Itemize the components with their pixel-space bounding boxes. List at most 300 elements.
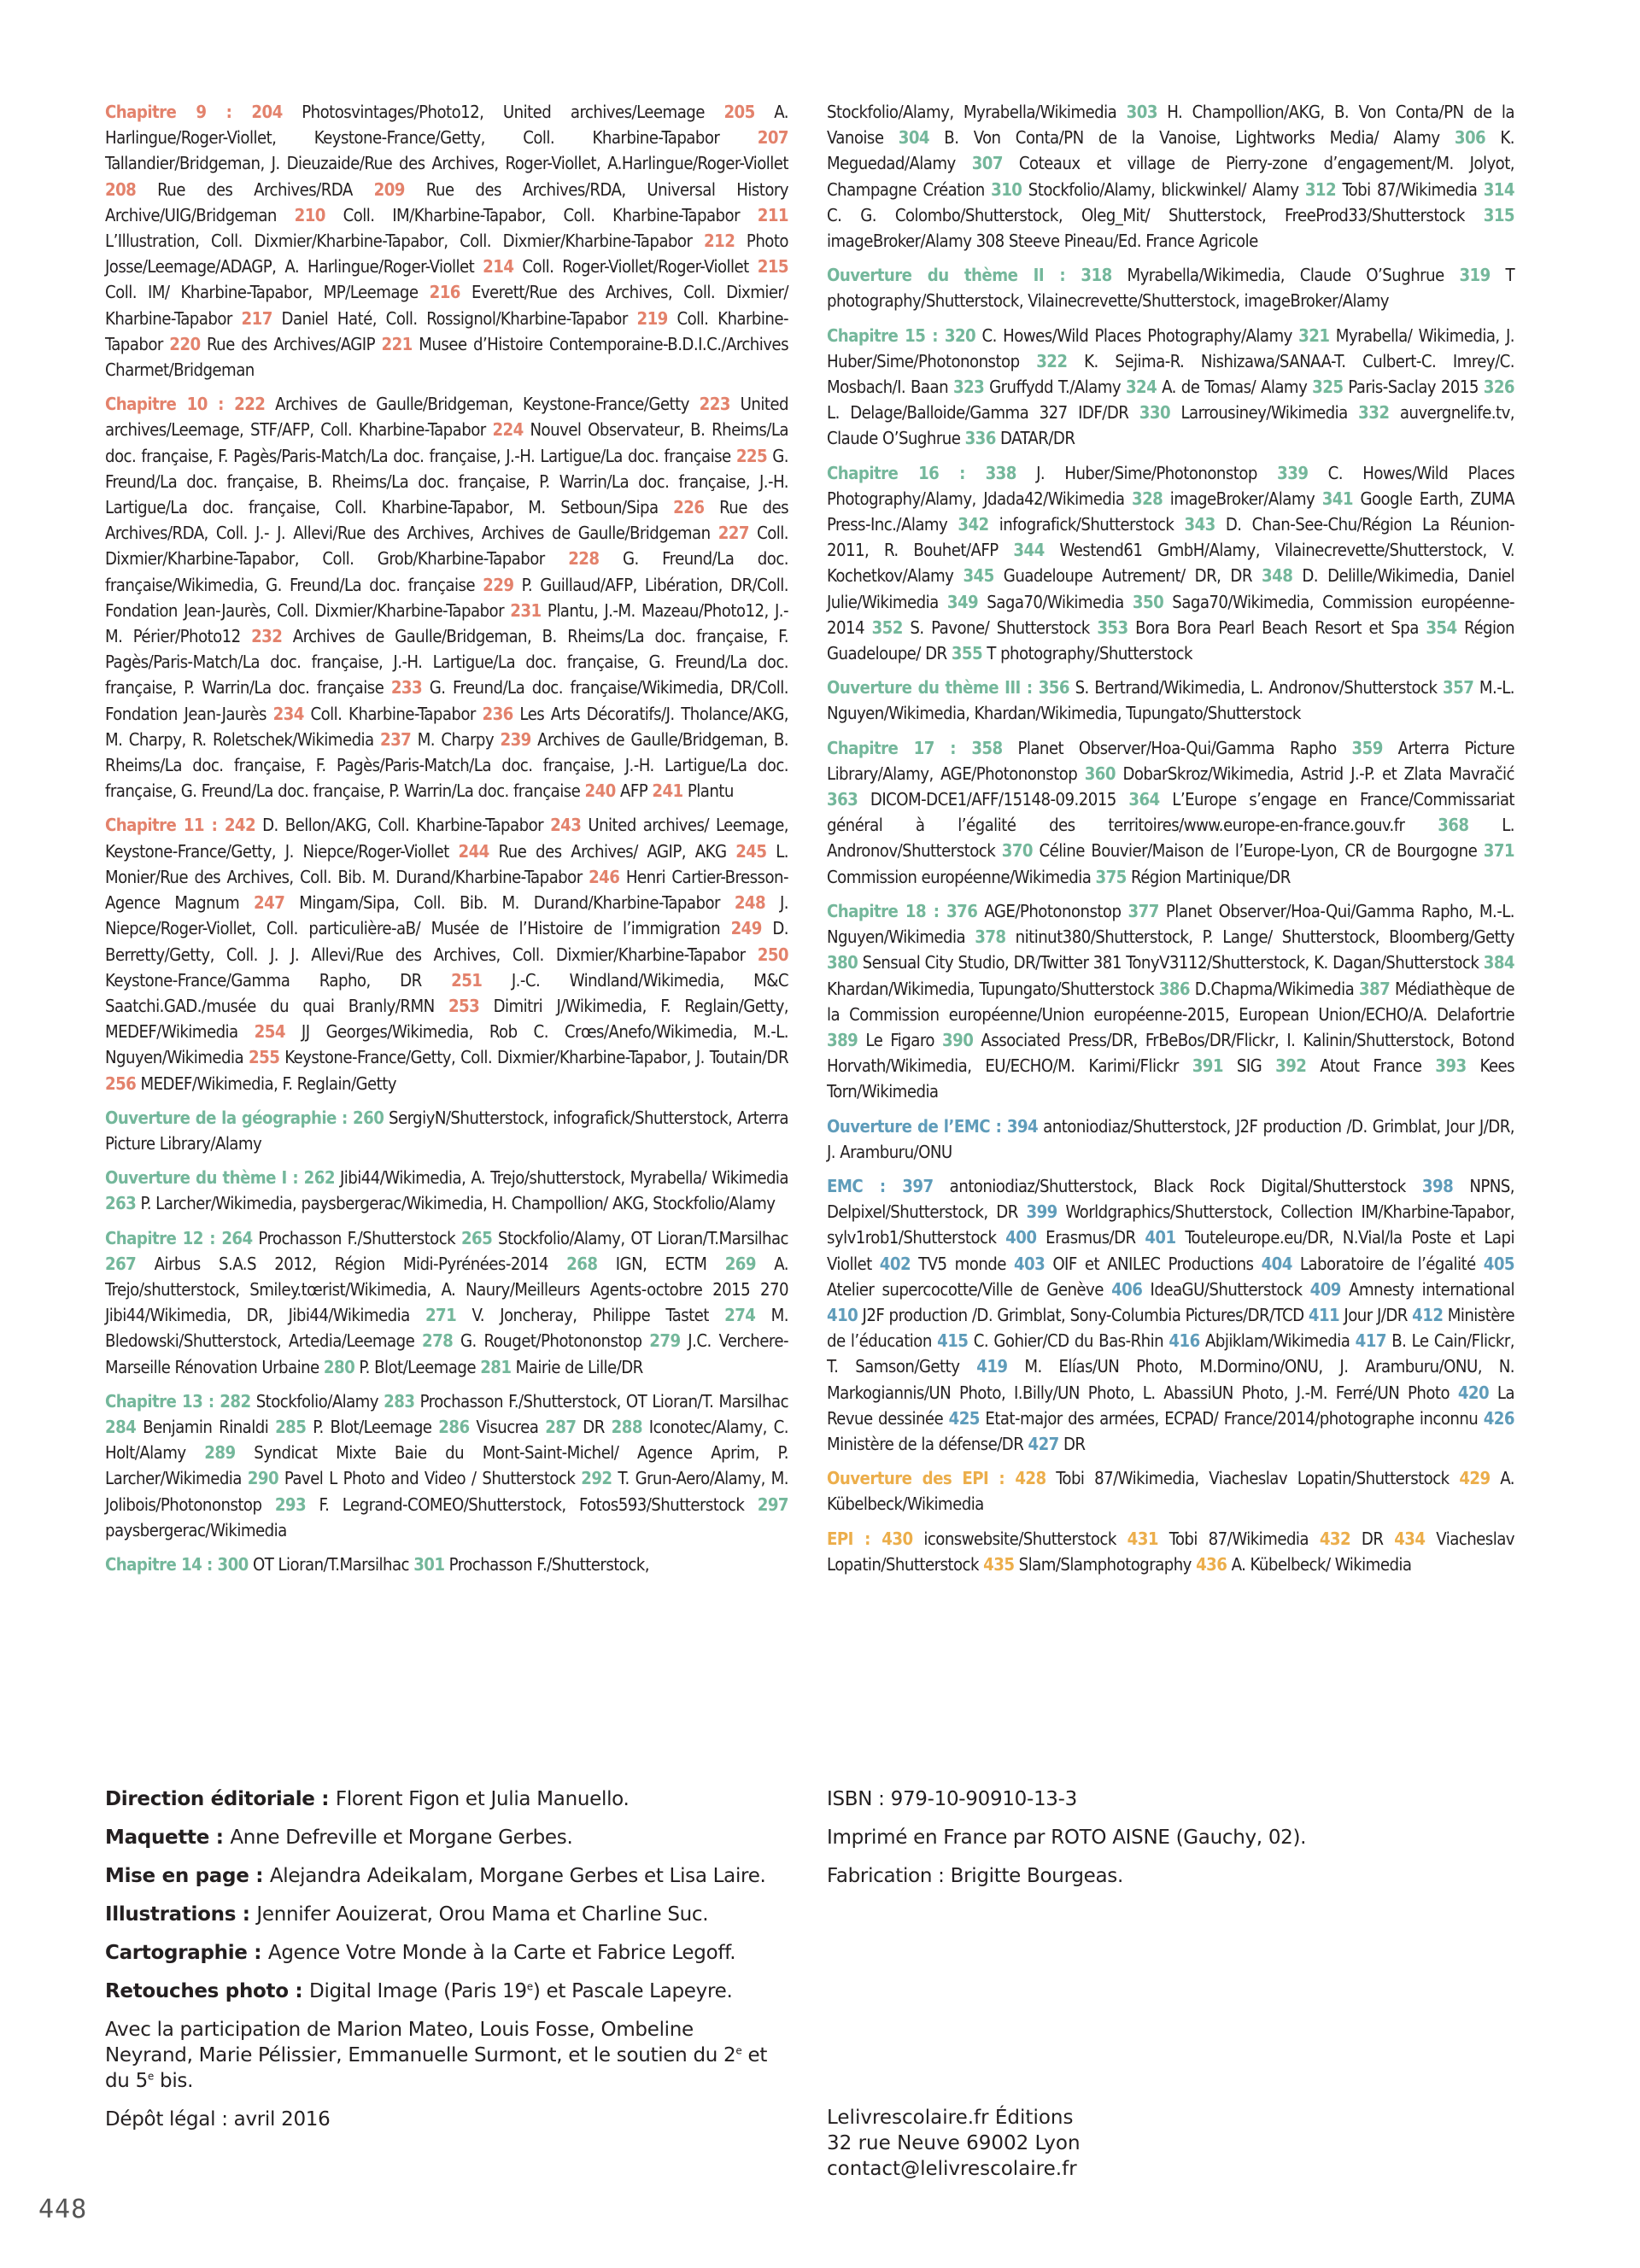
page-ref-number: 434 [1394,1528,1426,1549]
credit-text: Prochasson F./Shutterstock [252,1227,461,1248]
credit-text: Keystone-France/Getty, Coll. Dixmier/Kharbine-Tapabor, J. Toutain/DR [279,1047,789,1068]
credit-text: Le Figaro [858,1029,943,1050]
page-ref-number: 399 [1026,1201,1057,1223]
page-ref-number: 339 [1277,462,1309,483]
page-ref-number: 389 [827,1029,858,1050]
page-ref-number: 210 [294,204,325,225]
credit-text: Syndicat Mixte Baie du Mont-Saint-Michel/ Agence Aprim, P. Larcher/Wikimedia [105,1442,788,1489]
credit-text: Médiathèque de la Commission européenne/Union européenne-2015, European Union/ECHO/A. Delafortrie [827,978,1514,1025]
publisher-address [827,2105,1081,2182]
credit-text: OT Lioran/T.Marsilhac [248,1553,414,1575]
credit-text: antoniodiaz/Shutterstock, Black Rock Digital/Shutterstock [933,1175,1422,1196]
page-ref-number: 411 [1308,1304,1340,1325]
page-ref-number: 225 [735,445,768,466]
page-ref-number: 232 [251,626,283,647]
credit-text: J2F production /D. Grimblat, Sony-Columbia Pictures/DR/TCD [858,1304,1309,1325]
credit-text: OIF et ANILEC Productions [1045,1253,1262,1274]
credit-text: Touteleurope.eu/DR, N.Vial/la Poste et Lapi Viollet [827,1227,1514,1274]
page-ref-number: 426 [1483,1407,1514,1429]
page-ref-number: 224 [492,419,524,441]
page-ref-number: 233 [390,677,423,699]
credit-text: Larrousiney/Wikimedia [1170,402,1359,424]
credit-text: Rue des Archives/RDA, Coll. J.- J. Allevi/Rue des Archives, Archives de Gaulle/Bridgeman [105,497,788,544]
superscript: e [147,2070,155,2083]
page-ref-number: 355 [951,643,983,664]
credit-text: Etat-major des armées, ECPAD/ France/2014/photographe inconnu [979,1407,1484,1429]
credit-text: iconswebsite/Shutterstock [912,1528,1128,1549]
page-ref-number: 290 [247,1468,279,1489]
credit-text: J. Huber/Sime/Photononstop [1016,462,1278,483]
credit-illustrations [105,1902,780,1927]
credit-text: La Revue dessinée [827,1382,1515,1429]
page-ref-number: 250 [757,944,788,965]
page-ref-number: 211 [757,204,788,225]
participation-text: bis. [154,2070,194,2092]
credit-text: J. Niepce/Roger-Viollet, Coll. particulière-aB/ Musée de l’Histoire de l’immigration [105,892,788,939]
page-ref-number: 427 [1028,1433,1059,1454]
page-ref-number: 279 [649,1330,681,1352]
credit-entry [105,391,788,804]
section-heading: Ouverture de l’EMC : [827,1115,1007,1137]
credit-text: Sensual City Studio, DR/Twitter 381 TonyV3112/Shutterstock, K. Dagan/Shutterstock [858,952,1484,973]
page-ref-number: 400 [1005,1227,1037,1248]
page-ref-number: 430 [882,1528,913,1549]
credit-text: Everett/Rue des Archives, Coll. Dixmier/ Kharbine-Tapabor [105,282,788,329]
page-ref-number: 359 [1351,737,1383,758]
page-ref-number: 288 [611,1416,642,1437]
page-ref-number: 208 [105,178,137,200]
section-heading: Chapitre 12 : [105,1227,222,1248]
credit-participation [105,2017,780,2094]
credit-text: Mairie de Lille/DR [511,1356,643,1377]
page-ref-number: 253 [448,995,480,1016]
page-ref-number: 280 [323,1356,355,1377]
page-ref-number: 432 [1319,1528,1351,1549]
credit-text: Ministère de la défense/DR [827,1433,1028,1454]
page-number: 448 [38,2195,88,2224]
page-ref-number: 256 [105,1073,137,1094]
credit-text: Jour J/DR [1339,1304,1413,1325]
credit-text: Coll. IM/Kharbine-Tapabor, Coll. Kharbine-Tapabor [325,204,758,225]
credit-text: L. Andronov/Shutterstock [827,815,1515,862]
page-ref-number: 384 [1483,952,1514,973]
publisher-street: 32 rue Neuve 69002 Lyon [827,2132,1081,2154]
credit-text: H. Champollion/AKG, B. Von Conta/PN de la Vanoise [827,102,1514,149]
page-ref-number: 402 [879,1253,911,1274]
page-ref-number: 217 [241,307,272,329]
page-ref-number: 240 [584,780,616,802]
credit-entry [827,675,1514,726]
page-ref-number: 219 [636,307,668,329]
credit-text: Coll. Roger-Viollet/Roger-Viollet [513,256,758,278]
page-ref-number: 412 [1412,1304,1444,1325]
credit-text: Worldgraphics/Shutterstock, Collection IM/Kharbine-Tapabor, sylv1rob1/Shutterstock [827,1201,1515,1248]
credit-text: Stockfolio/Alamy [250,1390,384,1412]
printer: Imprimé en France par ROTO AISNE (Gauchy, 02). [827,1827,1307,1849]
section-heading: Ouverture de la géographie : [105,1107,354,1128]
credit-text: Keystone-France/Gamma Rapho, DR [105,969,452,991]
credit-text: DR [576,1416,612,1437]
credit-text: Kees Torn/Wikimedia [827,1055,1514,1102]
credit-text: A. Kübelbeck/Wikimedia [827,1468,1514,1515]
credit-text: C. Howes/Wild Places Photography/Alamy, Jdada42/Wikimedia [827,462,1514,509]
page-ref-number: 314 [1483,178,1514,200]
page-ref-number: 209 [373,178,405,200]
credit-text: D.Chapma/Wikimedia [1190,978,1359,999]
credit-text: G. Freund/La doc. française/Wikimedia, G. Freund/La doc. française [105,548,788,595]
credit-text: Viacheslav Lopatin/Shutterstock [827,1528,1514,1575]
credit-direction [105,1786,780,1812]
page-ref-number: 303 [1126,102,1157,122]
page-ref-number: 344 [1013,540,1045,561]
page-ref-number: 386 [1158,978,1191,999]
credit-text: T. Grun-Aero/Alamy, M. Jolibois/Photononstop [105,1468,789,1515]
publisher-name: Lelivrescolaire.fr Éditions [827,2107,1074,2129]
credit-text: imageBroker/Alamy 308 Steeve Pineau/Ed. France Agricole [827,231,1258,252]
page-ref-number: 342 [958,514,989,535]
page-ref-number: 304 [898,127,929,149]
credit-text: Mingam/Sipa, Coll. Bib. M. Durand/Kharbine-Tapabor [284,892,735,914]
page-ref-number: 345 [963,565,994,587]
credit-text: S. Bertrand/Wikimedia, L. Andronov/Shutterstock [1069,677,1444,699]
page-ref-number: 360 [1084,763,1116,784]
page-ref-number: 368 [1438,815,1469,836]
credit-text: Rue des Archives/ AGIP, AKG [489,840,736,862]
credit-text: AFP [615,780,653,802]
page-ref-number: 297 [757,1493,788,1515]
credit-text: IGN, ECTM [597,1253,725,1274]
page-ref-number: 364 [1128,789,1160,810]
credit-text: Nouvel Observateur, B. Rheims/La doc. française, F. Pagès/Paris-Match/La doc. française, J.-H. Lartigue/La doc. française [105,419,788,466]
credit-text: Ministère de l’éducation [827,1304,1514,1352]
section-heading: EMC : [827,1175,903,1196]
credit-entry [105,812,788,1096]
credit-text: P. Guillaud/AFP, Libération, DR/Coll. Fondation Jean-Jaurès, Coll. Dixmier/Kharbine-Tapabor [105,574,788,621]
credit-text: D. Berretty/Getty, Coll. J. J. Allevi/Rue des Archives, Coll. Dixmier/Kharbine-Tapabor [105,918,789,965]
page-ref-number: 363 [827,789,858,810]
credit-text: L. Delage/Balloide/Gamma 327 IDF/DR [827,402,1139,424]
credit-text: DobarSkroz/Wikimedia, Astrid J.-P. et Zlata Mavračić [1115,763,1514,784]
page-ref-number: 246 [589,866,620,887]
page-ref-number: 207 [757,127,788,149]
publisher-email[interactable]: contact@lelivrescolaire.fr [827,2158,1077,2180]
section-heading: Chapitre 15 : [827,324,945,346]
credit-text: Stockfolio/Alamy, OT Lioran/T.Marsilhac [492,1227,788,1248]
credit-text: auvergnelife.tv, Claude O’Sughrue [827,402,1514,449]
credit-text: B. Von Conta/PN de la Vanoise, Lightworks Media/ Alamy [929,127,1455,149]
page-ref-number: 292 [581,1468,612,1489]
credit-text: D. Chan-See-Chu/Région La Réunion-2011, R. Bouhet/AFP [827,514,1515,561]
page-ref-number: 409 [1309,1278,1341,1300]
page-ref-number: 376 [946,900,978,921]
credit-text: Benjamin Rinaldi [136,1416,276,1437]
section-heading: Ouverture du thème II : [827,265,1081,286]
credit-text: J.-C. Windland/Wikimedia, M&C Saatchi.GAD./musée du quai Branly/RMN [105,969,788,1016]
page-ref-number: 300 [217,1553,249,1575]
credit-text: Coll. Kharbine-Tapabor [105,307,788,354]
page-ref-number: 228 [568,548,600,570]
credit-text: Westend61 GmbH/Alamy, Vilainecrevette/Shutterstock, V. Kochetkov/Alamy [827,540,1514,587]
credit-text: Atout France [1306,1055,1436,1077]
page-ref-number: 350 [1132,591,1164,612]
credit-text: Daniel Haté, Coll. Rossignol/Kharbine-Tapabor [272,307,637,329]
page-ref-number: 341 [1321,488,1353,509]
credit-entry [827,1465,1514,1517]
page-ref-number: 293 [274,1493,307,1515]
participation-text: Avec la participation de Marion Mateo, Louis Fosse, Ombeline Neyrand, Marie Pélissier, Emmanuelle Surmont, et le soutien du 2 [105,2019,736,2066]
page-ref-number: 321 [1298,324,1330,346]
page-ref-number: 319 [1459,265,1491,286]
credit-text: A. de Tomas/ Alamy [1157,377,1313,398]
credit-text: P. Blot/Leemage [306,1416,439,1437]
page-ref-number: 271 [425,1305,457,1326]
credit-text: A. Harlingue/Roger-Viollet, Keystone-France/Getty, Coll. Kharbine-Tapabor [105,102,788,149]
page-ref-number: 215 [757,256,788,278]
page-ref-number: 410 [827,1304,858,1325]
credit-text: imageBroker/Alamy [1163,488,1322,509]
credit-text: K. Meguedad/Alamy [827,127,1514,174]
page-ref-number: 338 [985,462,1016,483]
credit-text: Paris-Saclay 2015 [1343,377,1484,398]
page-ref-number: 324 [1125,377,1157,398]
page-ref-number: 281 [480,1356,512,1377]
credit-text: G. Freund/La doc. française/Wikimedia, DR/Coll. Fondation Jean-Jaurès [105,677,788,724]
credit-text: Airbus S.A.S 2012, Région Midi-Pyrénées-2014 [136,1253,567,1274]
credit-text: DR [1058,1433,1086,1454]
credit-text: G. Rouget/Photononstop [453,1330,650,1352]
section-heading: Chapitre 14 : [105,1553,218,1575]
credit-text: DICOM-DCE1/AFF/15148-09.2015 [858,789,1129,810]
credit-text: D. Bellon/AKG, Coll. Kharbine-Tapabor [255,815,551,836]
page-ref-number: 429 [1459,1468,1491,1489]
page-ref-number: 306 [1454,127,1486,149]
credit-value: Alejandra Adeikalam, Morgane Gerbes et Lisa Laire. [269,1865,766,1887]
credit-label: Illustrations : [105,1903,257,1926]
page-ref-number: 265 [460,1227,493,1248]
credit-text: Coll. IM/ Kharbine-Tapabor, MP/Leemage [105,282,430,303]
page-ref-number: 221 [381,333,413,354]
page-ref-number: 223 [699,394,730,415]
credit-value: Anne Defreville et Morgane Gerbes. [230,1827,573,1849]
page-ref-number: 212 [704,231,735,252]
page-ref-number: 348 [1262,565,1293,587]
page-ref-number: 323 [952,377,985,398]
credit-text: nitinut380/Shutterstock, P. Lange/ Shutterstock, Bloomberg/Getty [1005,926,1514,948]
page-ref-number: 393 [1435,1055,1467,1077]
isbn: ISBN : 979-10-90910-13-3 [827,1788,1077,1810]
page-ref-number: 425 [948,1407,980,1429]
section-heading: EPI : [827,1528,882,1549]
credit-entry [105,1165,788,1216]
page-ref-number: 436 [1196,1553,1227,1575]
page-ref-number: 330 [1139,402,1171,424]
page-ref-number: 229 [483,574,514,595]
credit-retouches [105,1979,780,2004]
credit-text: Tallandier/Bridgeman, J. Dieuzaide/Rue des Archives, Roger-Viollet, A.Harlingue/Roger-Viollet [105,153,788,174]
page-ref-number: 244 [458,840,489,862]
credit-text: V. Joncheray, Philippe Tastet [456,1305,725,1326]
page-ref-number: 403 [1013,1253,1046,1274]
page-ref-number: 236 [482,703,513,724]
page-ref-number: 435 [983,1553,1015,1575]
credit-entry [105,1388,788,1543]
depot-legal: Dépôt légal : avril 2016 [105,2108,331,2131]
credit-label: Direction éditoriale : [105,1788,336,1810]
credit-text: TV5 monde [911,1253,1014,1274]
page-ref-number: 370 [1001,840,1033,862]
credit-text: JJ Georges/Wikimedia, Rob C. Crœs/Anefo/Wikimedia, M.-L. Nguyen/Wikimedia [105,1021,788,1068]
page-ref-number: 227 [718,523,749,544]
credit-text: SergiyN/Shutterstock, infografick/Shutterstock, Arterra Picture Library/Alamy [105,1107,788,1154]
credit-text: Iconotec/Alamy, C. Holt/Alamy [105,1416,789,1464]
credit-text: C. Gohier/CD du Bas-Rhin [968,1330,1169,1352]
credit-entry [827,898,1514,1105]
superscript: e [526,1980,533,1993]
page-ref-number: 404 [1261,1253,1292,1274]
section-heading: Chapitre 18 : [827,900,947,921]
page-ref-number: 255 [249,1047,280,1068]
credit-text: Atelier supercocotte/Ville de Genève [827,1278,1112,1300]
credit-text: Rue des Archives/AGIP [200,333,382,354]
credit-entry [827,323,1514,452]
page-ref-number: 284 [105,1416,137,1437]
page-ref-number: 226 [673,497,705,518]
page-ref-number: 405 [1483,1253,1515,1274]
page-ref-number: 237 [380,728,412,750]
credit-text: Coll. Kharbine-Tapabor [303,703,483,724]
credit-entry [827,1173,1514,1457]
page-ref-number: 401 [1145,1227,1176,1248]
page-ref-number: 390 [942,1029,974,1050]
credit-text: Rue des Archives/RDA [136,178,374,200]
credit-text: Visucrea [469,1416,546,1437]
page-ref-number: 260 [353,1107,384,1128]
credit-text: B. Le Cain/Flickr, T. Samson/Getty [827,1330,1514,1377]
page-ref-number: 375 [1095,866,1127,887]
section-heading: Ouverture du thème I : [105,1167,304,1189]
credit-text: L. Monier/Rue des Archives, Coll. Bib. M. Durand/Kharbine-Tapabor [105,840,788,887]
page-ref-number: 262 [303,1167,335,1189]
credit-label: Cartographie : [105,1942,268,1964]
credit-text: Tobi 87/Wikimedia [1336,178,1484,200]
section-heading: Ouverture des EPI : [827,1468,1016,1489]
participation-text: et du 5 [105,2044,768,2092]
credit-text: Bora Bora Pearl Beach Resort et Spa [1128,617,1426,638]
credit-text: M. Elías/UN Photo, M.Dormino/ONU, J. Aramburu/ONU, N. Markogiannis/UN Photo, I.Billy/UN Photo, L. AbassiUN Photo, J.-M. Ferré/UN Photo [827,1356,1514,1403]
page-ref-number: 286 [438,1416,470,1437]
credit-text: L’Europe s’engage en France/Commissariat général à l’égalité des territoires/www.europe-en-france.gouv.fr [827,789,1514,836]
credit-label: Retouches photo : [105,1980,310,2002]
credit-text: IdeaGU/Shutterstock [1142,1278,1310,1300]
page-ref-number: 398 [1421,1175,1454,1196]
credit-text: DR [1350,1528,1395,1549]
page-ref-number: 204 [251,102,283,122]
page-ref-number: 415 [937,1330,969,1352]
credit-text: Guadeloupe Autrement/ DR, DR [993,565,1262,587]
credit-text: Saga70/Wikimedia, Commission européenne-2014 [827,591,1515,638]
page-ref-number: 241 [652,780,683,802]
page-ref-number: 234 [272,703,304,724]
credit-entry [827,262,1514,313]
page-ref-number: 353 [1097,617,1128,638]
page-ref-number: 301 [413,1553,445,1575]
credit-text: Slam/Slamphotography [1014,1553,1197,1575]
page-ref-number: 431 [1127,1528,1158,1549]
section-heading: Chapitre 9 : [105,102,252,122]
page-ref-number: 267 [105,1253,137,1274]
credit-text: F. Legrand-COMEO/Shutterstock, Fotos593/Shutterstock [306,1493,758,1515]
page-ref-number: 242 [224,815,256,836]
credit-text: P. Larcher/Wikimedia, paysbergerac/Wikimedia, H. Champollion/ AKG, Stockfolio/Alamy [136,1193,776,1214]
credit-entry [827,460,1514,667]
credit-text: Jibi44/Wikimedia, A. Trejo/shutterstock, Myrabella/ Wikimedia [334,1167,788,1189]
credit-text: Coteaux et village de Pierry-zone d’engagement/M. Jolyot, Champagne Création [827,153,1515,200]
page-ref-number: 377 [1128,900,1159,921]
credit-text: Plantu, J.-M. Mazeau/Photo12, J.-M. Périer/Photo12 [105,599,788,647]
page-ref-number: 357 [1443,677,1474,699]
credit-text: MEDEF/Wikimedia, F. Reglain/Getty [136,1073,396,1094]
credit-text: Photo Josse/Leemage/ADAGP, A. Harlingue/Roger-Viollet [105,231,788,278]
page-ref-number: 285 [275,1416,307,1437]
page-ref-number: 307 [971,153,1003,174]
credit-text: Laboratoire de l’égalité [1292,1253,1484,1274]
credit-text: Dimitri J/Wikimedia, F. Reglain/Getty, MEDEF/Wikimedia [105,995,788,1043]
credit-entry [827,735,1514,890]
credit-text: M. Charpy [411,728,501,750]
page-ref-number: 216 [429,282,460,303]
page-ref-number: 325 [1312,377,1344,398]
credit-text: Associated Press/DR, FrBeBos/DR/Flickr, I. Kalinin/Shutterstock, Botond Horvath/Wikimedia, EU/ECHO/M. Karimi/Flickr [827,1029,1514,1077]
page-ref-number: 247 [254,892,285,914]
credit-text: Google Earth, ZUMA Press-Inc./Alamy [827,488,1514,535]
page-ref-number: 392 [1275,1055,1307,1077]
section-heading: Chapitre 11 : [105,815,225,836]
credit-text: Pavel L Photo and Video / Shutterstock [278,1468,582,1489]
credit-text: M.-L. Nguyen/Wikimedia, Khardan/Wikimedia, Tupungato/Shutterstock [827,677,1515,724]
page-ref-number: 312 [1304,178,1337,200]
page-ref-number: 332 [1358,402,1390,424]
credit-text: DATAR/DR [995,428,1075,449]
credit-label: Maquette : [105,1827,231,1849]
credits-column-left [105,99,788,1586]
page-ref-number: 283 [384,1390,415,1412]
credit-text: Gruffydd T./Alamy [984,377,1126,398]
page-ref-number: 268 [566,1253,598,1274]
credit-text: Photosvintages/Photo12, United archives/Leemage [282,102,724,122]
page-ref-number: 352 [871,617,903,638]
credit-text: antoniodiaz/Shutterstock, J2F production /D. Grimblat, Jour J/DR, J. Aramburu/ONU [827,1115,1515,1162]
page-ref-number: 336 [964,428,996,449]
credit-text: Myrabella/ Wikimedia, J. Huber/Sime/Photononstop [827,324,1514,371]
credit-text: Archives de Gaulle/Bridgeman, B. Rheims/La doc. française, F. Pagès/Paris-Match/La doc. française, J.-H. Lartigue/La doc. française, G. Freund/La doc. française, P. Warrin/La doc. française [105,626,788,699]
credit-text: Plantu [682,780,734,802]
page-ref-number: 417 [1355,1330,1386,1352]
page-ref-number: 391 [1192,1055,1223,1077]
page-ref-number: 287 [545,1416,577,1437]
credit-value: ) et Pascale Lapeyre. [532,1980,733,2002]
page-ref-number: 264 [221,1227,253,1248]
credit-entry [827,99,1514,254]
credit-text: Arterra Picture Library/Alamy, AGE/Photononstop [827,737,1514,784]
credit-text: A. Kübelbeck/ Wikimedia [1227,1553,1412,1575]
page-ref-number: 245 [735,840,767,862]
credit-text: Coll. Dixmier/Kharbine-Tapabor, Coll. Grob/Kharbine-Tapabor [105,523,789,570]
page-ref-number: 231 [510,599,542,621]
credit-text: Commission européenne/Wikimedia [827,866,1096,887]
credit-text: Abjiklam/Wikimedia [1199,1330,1356,1352]
credit-text: Planet Observer/Hoa-Qui/Gamma Rapho, M.-L. Nguyen/Wikimedia [827,900,1514,948]
page-ref-number: 387 [1358,978,1391,999]
